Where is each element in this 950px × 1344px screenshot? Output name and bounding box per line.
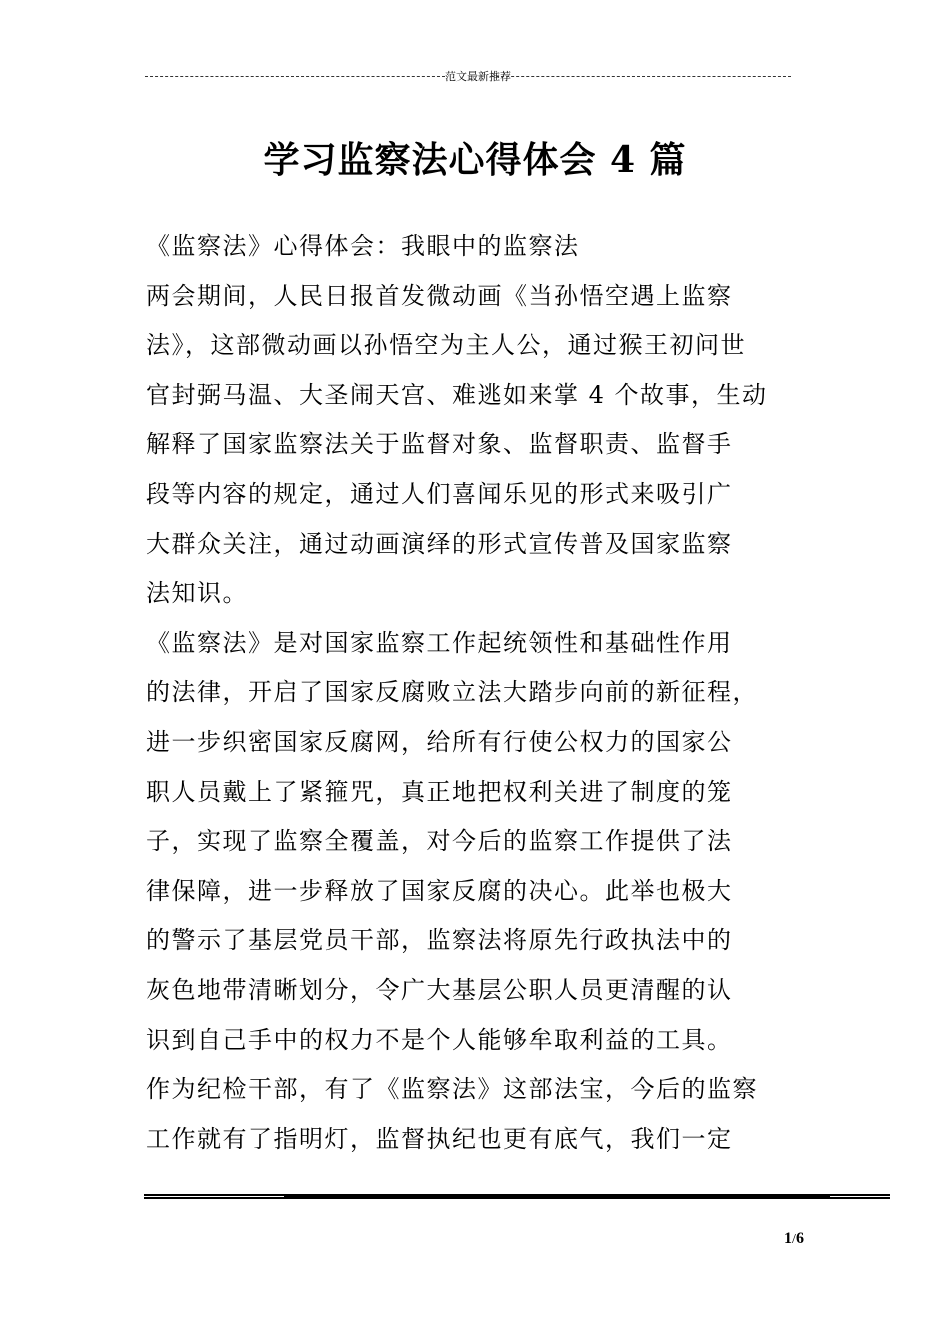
header-dash-left (145, 76, 445, 77)
page-separator: / (792, 1232, 796, 1247)
document-title: 学习监察法心得体会 4 篇 (263, 139, 687, 181)
header-dash-right (491, 76, 791, 77)
page-current: 1 (784, 1230, 793, 1247)
body-line: 子，实现了监察全覆盖，对今后的监察工作提供了法 (146, 827, 733, 856)
page-header (145, 70, 791, 84)
body-line: 《监察法》心得体会：我眼中的监察法 (146, 232, 580, 260)
body-line: 职人员戴上了紧箍咒，真正地把权利关进了制度的笼 (146, 777, 733, 806)
body-line: 法知识。 (146, 579, 248, 608)
body-line: 识到自己手中的权力不是个人能够牟取利益的工具。 (146, 1025, 733, 1054)
body-line: 工作就有了指明灯，监督执纪也更有底气，我们一定 (146, 1124, 733, 1153)
body-line: 的法律，开启了国家反腐败立法大踏步向前的新征程， (146, 678, 758, 707)
body-line: 大群众关注，通过动画演绎的形式宣传普及国家监察 (146, 529, 733, 558)
body-line: 官封弼马温、大圣闹天宫、难逃如来掌 4 个故事，生动 (146, 380, 768, 409)
body-line: 律保障，进一步释放了国家反腐的决心。此举也极大 (146, 876, 733, 905)
body-line: 两会期间，人民日报首发微动画《当孙悟空遇上监察 (146, 281, 733, 310)
header-label: 范文最新推荐 (445, 70, 511, 83)
body-line: 《监察法》是对国家监察工作起统领性和基础性作用 (146, 628, 733, 657)
body-line: 解释了国家监察法关于监督对象、监督职责、监督手 (146, 430, 733, 459)
body-line: 法》，这部微动画以孙悟空为主人公，通过猴王初问世 (146, 331, 746, 360)
body-text (146, 222, 836, 1164)
body-line: 段等内容的规定，通过人们喜闻乐见的形式来吸引广 (146, 479, 733, 508)
body-line: 灰色地带清晰划分，令广大基层公职人员更清醒的认 (146, 975, 733, 1004)
body-line: 进一步织密国家反腐网，给所有行使公权力的国家公 (146, 727, 733, 756)
footer-rule (144, 1194, 890, 1199)
page-total: 6 (795, 1230, 804, 1247)
body-line: 作为纪检干部，有了《监察法》这部法宝，今后的监察 (146, 1075, 758, 1104)
body-line: 的警示了基层党员干部，监察法将原先行政执法中的 (146, 926, 733, 955)
page-number (764, 1228, 824, 1251)
